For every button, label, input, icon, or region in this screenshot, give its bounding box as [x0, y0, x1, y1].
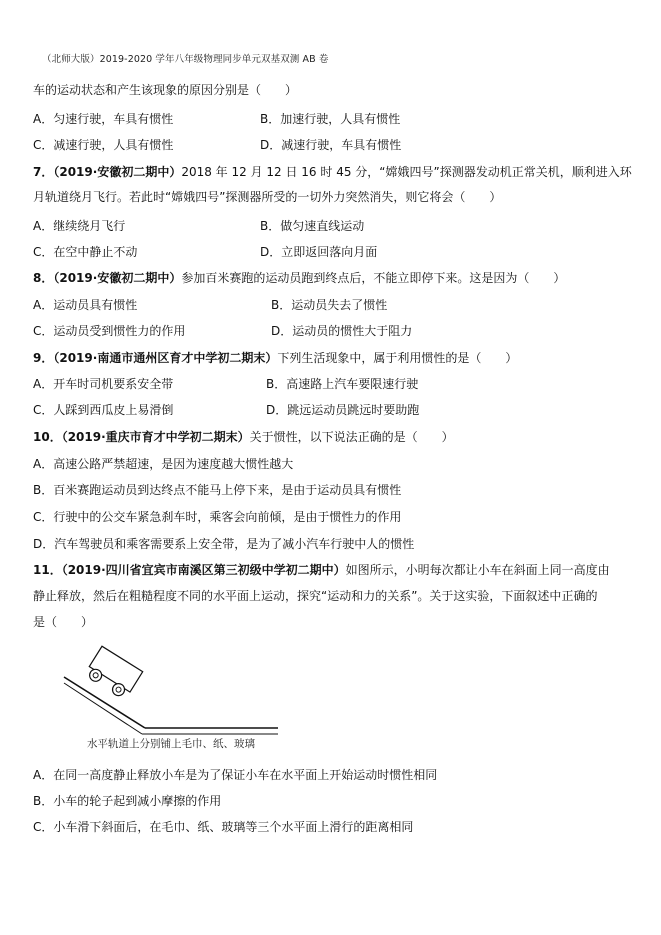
q7-line2: 月轨道绕月飞行。若此时“嫦娥四号”探测器所受的一切外力突然消失，则它将会（ ） — [33, 190, 502, 204]
q10-source: （2019·重庆市育才中学初二期末） — [61, 430, 250, 444]
q9-option-a: A．开车时司机要系安全带 — [33, 377, 174, 391]
figure-caption: 水平轨道上分别铺上毛巾、纸、玻璃 — [87, 738, 255, 750]
q9-source: （2019·南通市通州区育才中学初二期末） — [53, 351, 278, 365]
q6-option-b: B．加速行驶，人具有惯性 — [260, 112, 401, 126]
page-header: （北师大版）2019-2020 学年八年级物理同步单元双基双测 AB 卷 — [42, 54, 329, 65]
q7-number: 7． — [33, 165, 54, 179]
q7-stem-1: 2018 年 12 月 12 日 16 时 45 分，“嫦娥四号”探测器发动机正常关机，顺利进入环 — [181, 165, 632, 179]
q8-option-c: C．运动员受到惯性力的作用 — [33, 324, 186, 338]
q6-option-a: A．匀速行驶，车具有惯性 — [33, 112, 174, 126]
q10-number: 10． — [33, 430, 62, 444]
q7-option-c: C．在空中静止不动 — [33, 245, 138, 259]
q7-line1 — [33, 165, 632, 180]
q8-option-d: D．运动员的惯性大于阻力 — [271, 324, 413, 338]
q9-number: 9． — [33, 351, 54, 365]
q6-option-c: C．减速行驶，人具有惯性 — [33, 138, 174, 152]
q10-stem: 关于惯性，以下说法正确的是（ ） — [249, 430, 454, 444]
q7-source: （2019·安徽初二期中） — [53, 165, 182, 179]
q7-option-d: D．立即返回落向月面 — [260, 245, 378, 259]
q8-stem: 参加百米赛跑的运动员跑到终点后，不能立即停下来。这是因为（ ） — [181, 271, 566, 285]
cart — [84, 646, 143, 700]
q8-source: （2019·安徽初二期中） — [53, 271, 182, 285]
q11-stem-1: 如图所示，小明每次都让小车在斜面上同一高度由 — [345, 563, 610, 577]
q8-option-a: A．运动员具有惯性 — [33, 298, 138, 312]
q6-stem-tail: 车的运动状态和产生该现象的原因分别是（ ） — [33, 83, 298, 97]
q10-line1 — [33, 430, 454, 445]
q11-option-a: A．在同一高度静止释放小车是为了保证小车在水平面上开始运动时惯性相同 — [33, 768, 438, 782]
q8-line1 — [33, 271, 565, 286]
q8-option-b: B．运动员失去了惯性 — [271, 298, 388, 312]
q11-line1 — [33, 563, 610, 578]
q11-number: 11． — [33, 563, 62, 577]
q7-option-b: B．做匀速直线运动 — [260, 219, 365, 233]
q10-option-b: B．百米赛跑运动员到达终点不能马上停下来，是由于运动员具有惯性 — [33, 483, 402, 497]
q10-option-c: C．行驶中的公交车紧急刹车时，乘客会向前倾，是由于惯性力的作用 — [33, 510, 402, 524]
q7-option-a: A．继续绕月飞行 — [33, 219, 126, 233]
q9-option-b: B．高速路上汽车要限速行驶 — [266, 377, 419, 391]
q11-option-b: B．小车的轮子起到减小摩擦的作用 — [33, 794, 222, 808]
q9-option-c: C．人踩到西瓜皮上易滑倒 — [33, 403, 174, 417]
q11-source: （2019·四川省宜宾市南溪区第三初级中学初二期中） — [61, 563, 346, 577]
q6-option-d: D．减速行驶，车具有惯性 — [260, 138, 402, 152]
q11-option-c: C．小车滑下斜面后，在毛巾、纸、玻璃等三个水平面上滑行的距离相同 — [33, 820, 414, 834]
q11-line2: 静止释放，然后在粗糙程度不同的水平面上运动，探究“运动和力的关系”。关于这实验，下面叙述中正确的 — [33, 589, 598, 603]
q9-line1 — [33, 351, 517, 366]
q11-line3: 是（ ） — [33, 615, 94, 629]
q9-option-d: D．跳远运动员跳远时要助跑 — [266, 403, 420, 417]
q10-option-a: A．高速公路严禁超速，是因为速度越大惯性越大 — [33, 457, 294, 471]
q9-stem: 下列生活现象中，属于利用惯性的是（ ） — [277, 351, 518, 365]
q10-option-d: D．汽车驾驶员和乘客需要系上安全带，是为了减小汽车行驶中人的惯性 — [33, 537, 415, 551]
q8-number: 8． — [33, 271, 54, 285]
